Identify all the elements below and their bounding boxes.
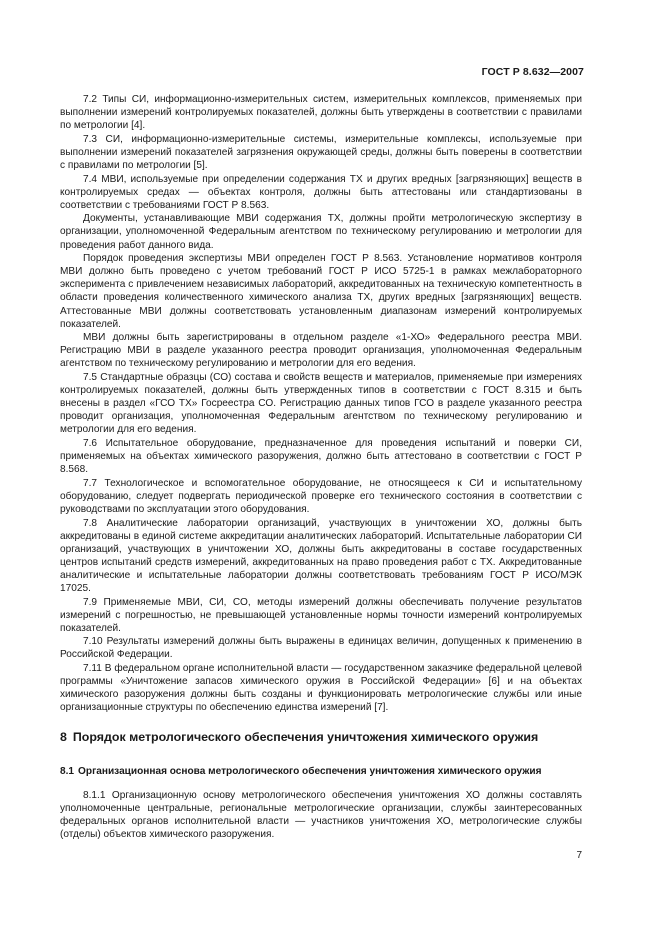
paragraph-7-5: 7.5 Стандартные образцы (СО) состава и свойств веществ и материалов, применяемые при измерениях контролируемых показателей, должны быть утвержденных типов в соответствии с ГОСТ 8.315 и быть внесены в раздел «ГСО ТХ» Госреестра СО. Регистрацию данных типов ГСО в разделе указанного реестра проводит организация, уполномоченная Федеральным агентством по техническому регулированию и метрологии для его ведения. [60, 371, 582, 436]
paragraph-7-4-documents: Документы, устанавливающие МВИ содержания ТХ, должны пройти метрологическую экспертизу в организации, уполномоченной Федеральным агентством по техническому регулированию и метрологии для проведения работ данного вида. [60, 213, 582, 251]
paragraph-7-4-expertise: Порядок проведения экспертизы МВИ определен ГОСТ Р 8.563. Установление нормативов контроля МВИ должно быть проведено с учетом требований ГОСТ Р ИСО 5725-1 в рамках межлабораторного эксперимента с привлечением независимых лабораторий, аккредитованных на техническую компетентность в области проведения количественного химического анализа ТХ, других вредных [загрязняющих] веществ. Аттестованные МВИ должны соответствовать установленным диапазонам измерений контролируемых показателей. [60, 253, 582, 330]
paragraph-7-11: 7.11 В федеральном органе исполнительной власти — государственном заказчике федеральной целевой программы «Уничтожение запасов химического оружия в Российской Федерации» [6] и на объектах химического разоружения должны быть созданы и функционировать метрологические службы или иные организационные структуры по обеспечению единства измерений [7]. [60, 663, 582, 714]
paragraph-7-4: 7.4 МВИ, используемые при определении содержания ТХ и других вредных [загрязняющих] веществ в контролируемых средах — объектах контроля, должны быть аттестованы или стандартизованы в соответствии с требованиями ГОСТ Р 8.563. [60, 173, 582, 211]
document-header: ГОСТ Р 8.632—2007 [481, 66, 584, 78]
section-8-title: Порядок метрологического обеспечения уничтожения химического оружия [72, 730, 539, 745]
paragraph-7-7: 7.7 Технологическое и вспомогательное оборудование, не относящееся к СИ и испытательному оборудованию, следует подвергать периодической проверке его технического состояния в соответствии с руководствами по эксплуатации этого оборудования. [60, 477, 582, 515]
page-number: 7 [576, 850, 582, 861]
paragraph-7-4-registration: МВИ должны быть зарегистрированы в отдельном разделе «1-ХО» Федерального реестра МВИ. Регистрацию МВИ в разделе указанного реестра проводит организация, уполномоченная Федеральным агентством по техническому регулированию и метрологии для его ведения. [60, 332, 582, 370]
section-8-heading [60, 730, 582, 746]
paragraph-7-8: 7.8 Аналитические лаборатории организаций, участвующих в уничтожении ХО, должны быть аккредитованы в единой системе аккредитации аналитических лабораторий. Испытательные лаборатории СИ организаций, участвующих в уничтожении ХО, должны быть аккредитованы в составе государственных центров испытаний средств измерений, аккредитованных на право проведения работ с ТХ. Аккредитованные аналитические и испытательные лаборатории должны соответствовать требованиям ГОСТ Р ИСО/МЭК 17025. [60, 517, 582, 594]
section-8-number: 8 [60, 730, 67, 745]
paragraph-7-2: 7.2 Типы СИ, информационно-измерительных систем, измерительных комплексов, применяемых при выполнении измерений контролируемых показателей, должны быть утверждены в соответствии с правилами по метрологии [4]. [60, 94, 582, 132]
paragraph-7-9: 7.9 Применяемые МВИ, СИ, СО, методы измерений должны обеспечивать получение результатов измерений с погрешностью, не превышающей установленные нормы точности измерений контролируемых показателей. [60, 596, 582, 634]
subsection-8-1-number: 8.1 [60, 765, 75, 777]
subsection-8-1-heading [60, 765, 582, 778]
document-body [60, 93, 582, 842]
paragraph-7-3: 7.3 СИ, информационно-измерительные системы, измерительные комплексы, используемые при выполнении измерений показателей загрязнения окружающей среды, должны быть поверены в соответствии с правилами по метрологии [5]. [60, 133, 582, 171]
paragraph-8-1-1: 8.1.1 Организационную основу метрологического обеспечения уничтожения ХО должны составлять уполномоченные центральные, региональные метрологические организации, службы заинтересованных федеральных органов исполнительной власти — участников уничтожения ХО, метрологические службы (отделы) объектов химического разоружения. [60, 790, 582, 841]
paragraph-7-10: 7.10 Результаты измерений должны быть выражены в единицах величин, допущенных к применению в Российской Федерации. [60, 636, 582, 661]
subsection-8-1-title: Организационная основа метрологического обеспечения уничтожения химического оружия [78, 765, 542, 777]
paragraph-7-6: 7.6 Испытательное оборудование, предназначенное для проведения испытаний и поверки СИ, применяемых на объектах химического разоружения, должно быть аттестовано в соответствии с ГОСТ Р 8.568. [60, 437, 582, 476]
